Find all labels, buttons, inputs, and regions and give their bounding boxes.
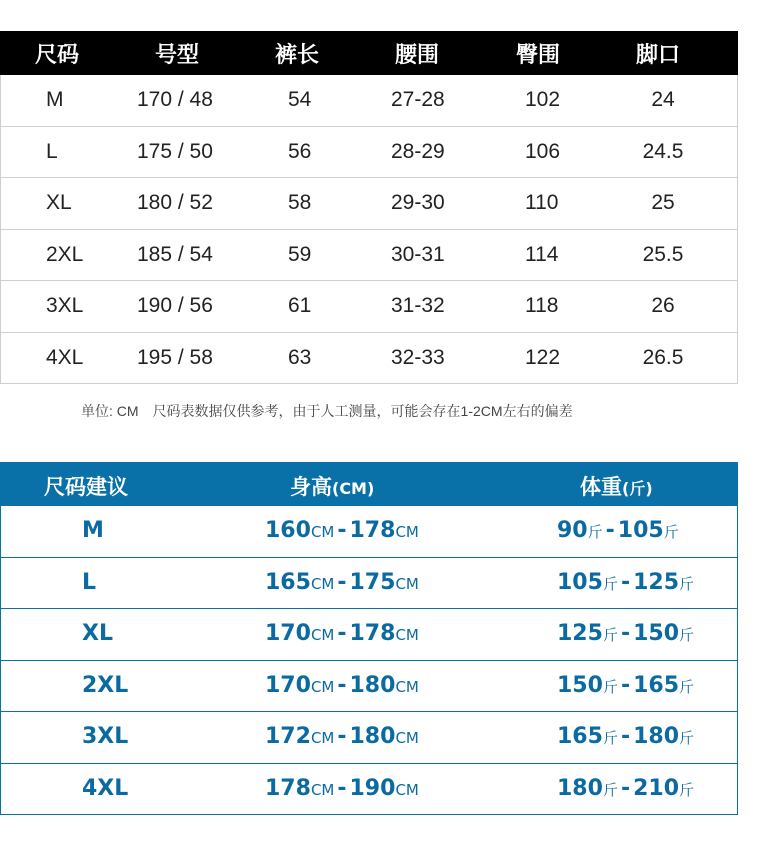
table-row — [1, 75, 737, 127]
table-row — [1, 230, 737, 282]
table-cell: 114 — [525, 242, 559, 266]
table-cell: 28-29 — [391, 139, 445, 163]
table-cell: 58 — [288, 191, 312, 215]
table-cell: 3XL — [46, 294, 84, 318]
header-recommended-size: 尺码建议 — [44, 475, 128, 499]
height-range: 165CM - 175CM — [265, 569, 419, 595]
table-cell: L — [46, 139, 58, 163]
table-cell: 122 — [525, 345, 561, 369]
size-chart-body — [0, 75, 738, 384]
table-row — [1, 609, 737, 661]
height-range: 170CM - 178CM — [265, 621, 419, 646]
table-cell: 180 / 52 — [137, 191, 213, 215]
table-cell: 29-30 — [391, 191, 445, 215]
table-cell: 59 — [288, 242, 312, 266]
weight-range: 180斤 - 210斤 — [557, 775, 695, 801]
weight-range: 165斤 - 180斤 — [557, 724, 695, 749]
table-row — [1, 178, 737, 230]
weight-range: 125斤 - 150斤 — [557, 621, 695, 646]
table-cell: 175 / 50 — [137, 139, 213, 163]
table-row — [1, 764, 737, 816]
measurement-note — [81, 401, 587, 421]
header-model: 号型 — [155, 42, 200, 68]
table-cell: 31-32 — [391, 294, 445, 318]
size-chart-header — [0, 31, 738, 75]
table-cell: 118 — [525, 294, 559, 318]
table-row — [1, 506, 737, 558]
recommended-size: M — [82, 518, 104, 543]
table-row — [1, 333, 737, 385]
table-row — [1, 558, 737, 610]
recommended-size: 4XL — [82, 775, 129, 801]
table-cell: 106 — [525, 139, 561, 163]
table-cell: 56 — [288, 139, 312, 163]
header-waist: 腰围 — [395, 42, 440, 68]
table-cell: 170 / 48 — [137, 88, 213, 112]
header-height: 身高(CM) — [290, 475, 375, 499]
table-cell: 110 — [525, 191, 559, 215]
table-cell: 190 / 56 — [137, 294, 213, 318]
height-range: 178CM - 190CM — [265, 775, 419, 801]
header-hem: 脚口 — [636, 42, 681, 68]
table-row — [1, 661, 737, 713]
header-weight: 体重(斤) — [580, 475, 653, 499]
table-cell: 24 — [651, 88, 675, 112]
table-cell: 24.5 — [642, 139, 684, 163]
table-cell: 26 — [651, 294, 675, 318]
header-size: 尺码 — [35, 42, 80, 68]
table-cell: XL — [46, 191, 72, 215]
recommendation-header — [0, 462, 738, 506]
note-text: 尺码表数据仅供参考，由于人工测量，可能会存在1-2CM左右的偏差 — [152, 403, 573, 419]
weight-range: 90斤 - 105斤 — [557, 518, 679, 543]
table-cell: 185 / 54 — [137, 242, 213, 266]
recommended-size: 3XL — [82, 724, 129, 749]
header-length: 裤长 — [275, 42, 320, 68]
height-range: 170CM - 180CM — [265, 672, 419, 698]
height-range: 160CM - 178CM — [265, 518, 419, 543]
note-unit: 单位: CM — [81, 403, 139, 419]
recommended-size: 2XL — [82, 672, 129, 698]
table-cell: 25 — [651, 191, 675, 215]
height-range: 172CM - 180CM — [265, 724, 419, 749]
table-row — [1, 281, 737, 333]
table-cell: 102 — [525, 88, 561, 112]
table-cell: M — [46, 88, 64, 112]
table-cell: 27-28 — [391, 88, 445, 112]
weight-range: 150斤 - 165斤 — [557, 672, 695, 698]
table-cell: 61 — [288, 294, 312, 318]
table-cell: 195 / 58 — [137, 345, 213, 369]
size-chart-table — [0, 31, 738, 384]
table-cell: 2XL — [46, 242, 84, 266]
recommended-size: XL — [82, 621, 113, 646]
table-cell: 4XL — [46, 345, 84, 369]
weight-range: 105斤 - 125斤 — [557, 569, 695, 595]
table-cell: 63 — [288, 345, 312, 369]
table-cell: 32-33 — [391, 345, 445, 369]
table-cell: 26.5 — [642, 345, 684, 369]
recommended-size: L — [82, 569, 97, 595]
table-row — [1, 712, 737, 764]
size-recommendation-table — [0, 462, 738, 815]
recommendation-body — [0, 506, 738, 815]
header-hip: 臀围 — [516, 42, 561, 68]
table-cell: 54 — [288, 88, 312, 112]
table-cell: 25.5 — [642, 242, 684, 266]
table-cell: 30-31 — [391, 242, 445, 266]
table-row — [1, 127, 737, 179]
